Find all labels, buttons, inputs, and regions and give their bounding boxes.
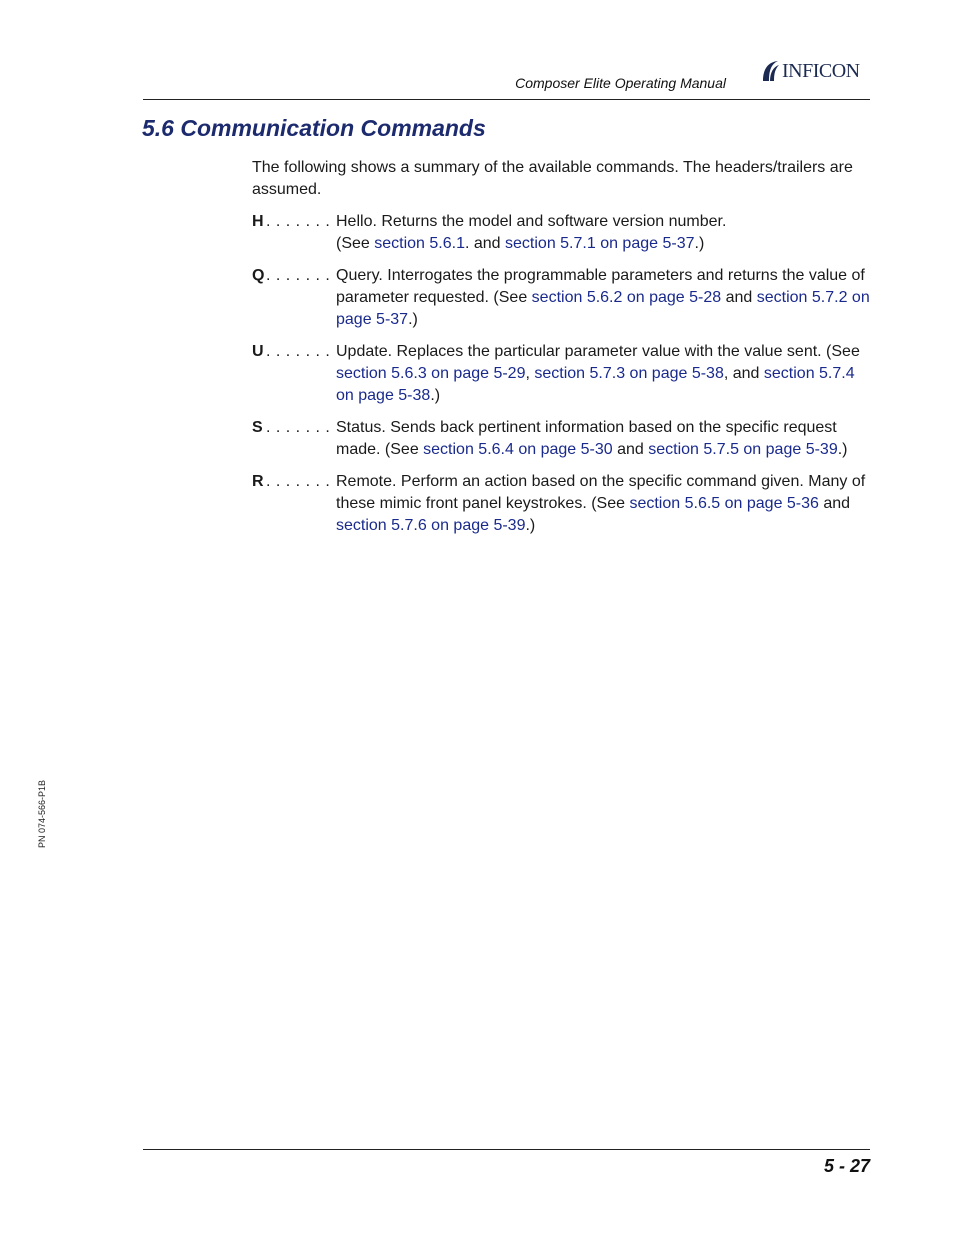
xref-link[interactable]: section 5.7.4 on page 5-38 [336,365,855,404]
xref-link[interactable]: section 5.6.2 on page 5-28 [531,289,722,306]
description-text: and [612,441,649,458]
description-text: .) [430,387,441,404]
command-key: S [252,419,263,436]
xref-link[interactable]: section 5.7.2 on page 5-37 [336,289,870,328]
command-key: U [252,343,264,360]
description-text: . and [464,235,506,252]
command-item-q [252,265,872,331]
description-text: .) [837,441,848,458]
description-text: , [525,365,535,382]
description-text: Remote. Perform an action based on the specific command given. Many of these mimic front panel keystrokes. (See [336,473,866,512]
command-description [336,213,726,252]
logo-text: INFICON [782,60,860,82]
description-text: Hello. Returns the model and software version number. [336,213,727,230]
intro-paragraph: The following shows a summary of the available commands. The headers/trailers are assumed. [252,159,853,198]
command-item-s [252,417,872,461]
command-list [252,211,872,547]
description-text: .) [694,235,705,252]
command-item-u [252,341,872,407]
leader-dots: . . . . . . . [266,343,331,360]
leader-dots: . . . . . . . [266,267,331,284]
xref-link[interactable]: section 5.7.1 on page 5-37 [505,235,695,252]
command-key: Q [252,267,265,284]
xref-link[interactable]: section 5.7.5 on page 5-39 [648,441,838,458]
header-divider [143,99,870,100]
command-key: R [252,473,264,490]
command-item-h [252,211,872,255]
description-text: .) [408,311,418,328]
command-item-r [252,471,872,537]
description-text: .) [525,517,536,534]
command-description [336,419,848,458]
inficon-logo [760,58,872,84]
xref-link[interactable]: section 5.6.1 [374,235,465,252]
xref-link[interactable]: section 5.7.6 on page 5-39 [336,517,526,534]
description-text: Query. Interrogates the programmable parameters and returns the value of parameter requested. (See [336,267,865,306]
manual-title: Composer Elite Operating Manual [515,75,726,91]
inficon-logo-mark-icon [760,59,780,83]
xref-link[interactable]: section 5.7.3 on page 5-38 [534,365,724,382]
leader-dots: . . . . . . . [266,419,331,436]
command-description [336,343,860,404]
footer-divider [143,1149,870,1150]
description-text: Status. Sends back pertinent information based on the specific request made. (See [336,419,837,458]
leader-dots: . . . . . . . [266,213,331,230]
description-text: and [721,289,757,306]
command-description [336,473,865,534]
xref-link[interactable]: section 5.6.4 on page 5-30 [423,441,613,458]
xref-link[interactable]: section 5.6.3 on page 5-29 [336,365,526,382]
xref-link[interactable]: section 5.6.5 on page 5-36 [629,495,819,512]
description-text: (See [336,235,375,252]
leader-dots: . . . . . . . [266,473,331,490]
part-number: PN 074-566-P1B [37,779,47,848]
description-text: , and [723,365,764,382]
section-title: 5.6 Communication Commands [142,115,486,141]
command-description [336,267,870,328]
page-number: 5 - 27 [823,1156,870,1176]
command-key: H [252,213,264,230]
description-text: Update. Replaces the particular parameter value with the value sent. (See [336,343,860,360]
description-text: and [818,495,851,512]
